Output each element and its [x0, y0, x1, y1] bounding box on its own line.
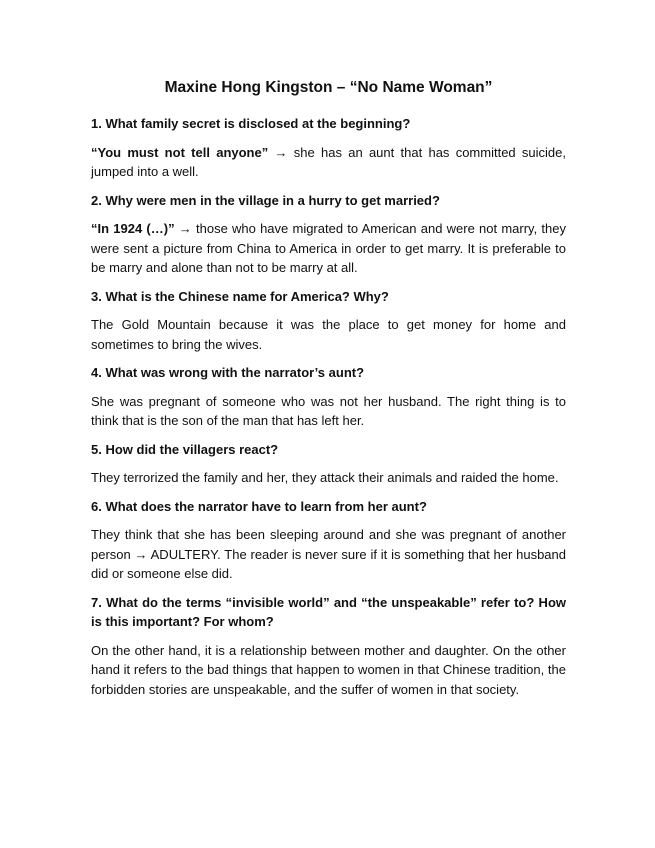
answer-7: On the other hand, it is a relationship between mother and daughter. On the other hand it refers to the bad things that happen to women in that Chinese tradition, the forbidden stories are unspeakable, and the suffer of women in that society. [91, 642, 566, 697]
answer-5: They terrorized the family and her, they attack their animals and raided the home. [91, 470, 559, 485]
question-7: 7. What do the terms “invisible world” and “the unspeakable” refer to? How is this important? For whom? [91, 594, 566, 629]
question-3: 3. What is the Chinese name for America? Why? [91, 288, 389, 304]
answer-2-lead: “In 1924 (…)” → [91, 221, 192, 236]
document-title: Maxine Hong Kingston – “No Name Woman” [164, 79, 493, 96]
qa-item-2 [91, 191, 566, 278]
question-6: 6. What does the narrator have to learn from her aunt? [91, 498, 427, 514]
qa-item-3 [91, 287, 566, 355]
answer-6: They think that she has been sleeping around and she was pregnant of another person → ADULTERY. The reader is never sure if it is something that her husband did or someone else did. [91, 527, 566, 581]
answer-2 [91, 219, 566, 278]
document-page [91, 78, 566, 708]
qa-item-7 [91, 593, 566, 700]
answer-1 [91, 143, 566, 182]
answer-3: The Gold Mountain because it was the place to get money for home and sometimes to bring the wives. [91, 317, 566, 352]
qa-item-5 [91, 440, 566, 488]
question-5: 5. How did the villagers react? [91, 441, 279, 457]
qa-item-1 [91, 114, 566, 182]
question-4: 4. What was wrong with the narrator’s aunt? [91, 365, 365, 380]
qa-item-4 [91, 363, 566, 431]
question-1: 1. What family secret is disclosed at the beginning? [91, 116, 411, 131]
answer-2-text: those who have migrated to American and were not marry, they were sent a picture from China to America in order to get marry. It is preferable to be marry and alone than not to be marry at all. [91, 221, 566, 275]
answer-4: She was pregnant of someone who was not her husband. The right thing is to think that is the son of the man that has left her. [91, 393, 566, 428]
answer-1-text: she has an aunt that has committed suicide, jumped into a well. [91, 144, 566, 179]
question-2: 2. Why were men in the village in a hurry to get married? [91, 192, 440, 208]
qa-item-6 [91, 497, 566, 584]
answer-1-lead: “You must not tell anyone” → [91, 144, 288, 160]
